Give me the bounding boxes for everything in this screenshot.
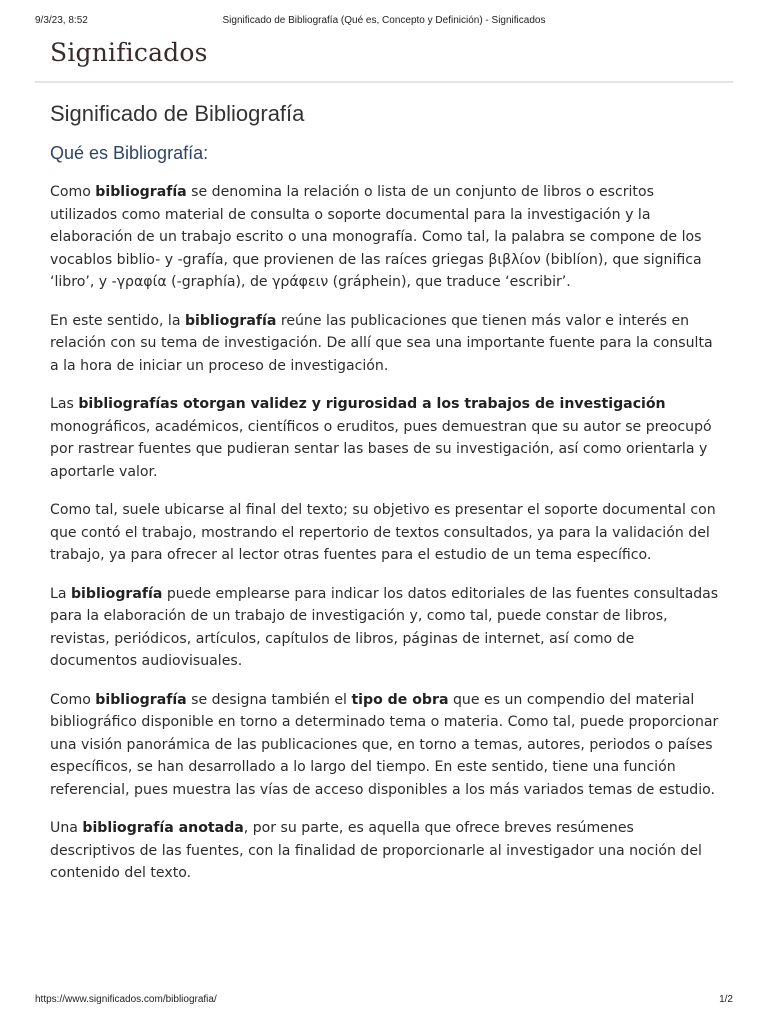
text-run: puede emplearse para indicar los datos editoriales de las fuentes consultadas para la elaboración de un trabajo de investigación y, como tal, puede constar de libros, revistas, periódicos, artículos, capítulos de libros, páginas de internet, así como de documentos audiovisuales. <box>50 585 719 669</box>
text-run: Una <box>50 820 83 836</box>
bold-term: bibliografías otorgan validez y rigurosidad a los trabajos de investigación <box>78 396 666 412</box>
body-paragraph <box>50 499 720 567</box>
text-run: , por su parte, es aquella que ofrece breves resúmenes descriptivos de las fuentes, con la finalidad de proporcionarle al investigador una noción del contenido del texto. <box>50 820 702 881</box>
body-paragraph <box>50 393 720 483</box>
print-header <box>35 15 733 29</box>
bold-term: bibliografía anotada <box>82 820 244 836</box>
page-number: 1/2 <box>719 994 733 1005</box>
text-run: se designa también el <box>186 691 352 708</box>
article <box>50 98 720 901</box>
page-title: Significado de Bibliografía <box>50 101 305 126</box>
text-run: monográficos, académicos, científicos o eruditos, pues demuestran que su autor se preocupó por rastrear fuentes que pudieran sentar las bases de su investigación, así como orientarla y aportarle valor. <box>50 418 712 480</box>
text-run: se denomina la relación o lista de un conjunto de libros o escritos utilizados como material de consulta o soporte documental para la investigación y la elaboración de un trabajo escrito o una monografía. Como tal, la palabra se compone de los vocablos biblio- y -grafía, que provienen de las raíces griegas βιβλίον (biblíon), que significa ‘libro’, y -γραφία (-graphía), de γράφειν (gráphein), que traduce ‘escribir’. <box>50 184 702 290</box>
article-body <box>50 181 720 885</box>
body-paragraph <box>50 817 720 885</box>
text-run: Como <box>50 184 96 200</box>
text-run: que es un compendio del material bibliográfico disponible en torno a determinado tema o materia. Como tal, puede proporcionar una visión panorámica de las publicaciones que, en torno a temas, autores, periodos o países específicos, se han desarrollado a lo largo del tiempo. En este sentido, tiene una función referencial, pues muestra las vías de acceso disponibles a los más variados temas de estudio. <box>50 691 719 798</box>
header-divider <box>35 81 733 83</box>
body-paragraph <box>50 583 720 673</box>
text-run: Como <box>50 691 96 708</box>
body-paragraph <box>50 181 720 294</box>
bold-term: tipo de obra <box>351 691 449 708</box>
text-run: La <box>50 585 71 602</box>
print-document-title: Significado de Bibliografía (Qué es, Concepto y Definición) - Significados <box>222 15 546 26</box>
bold-term: bibliografía <box>184 312 277 329</box>
print-footer <box>35 994 733 1008</box>
bold-term: bibliografía <box>70 585 163 602</box>
print-date: 9/3/23, 8:52 <box>35 15 88 26</box>
body-paragraph <box>50 310 720 378</box>
body-paragraph <box>50 689 720 802</box>
text-run: En este sentido, la <box>50 312 185 329</box>
site-logo[interactable]: Significados <box>50 38 208 67</box>
bold-term: bibliografía <box>95 184 187 200</box>
text-run: reúne las publicaciones que tienen más valor e interés en relación con su tema de investigación. De allí que sea una importante fuente para la consulta a la hora de iniciar un proceso de investigación. <box>50 312 713 374</box>
text-run: Como tal, suele ubicarse al final del texto; su objetivo es presentar el soporte documental con que contó el trabajo, mostrando el repertorio de textos consultados, ya para la validación del trabajo, ya para ofrecer al lector otras fuentes para el estudio de un tema específico. <box>50 502 716 563</box>
print-url: https://www.significados.com/bibliografia/ <box>35 994 217 1005</box>
bold-term: bibliografía <box>95 691 187 708</box>
text-run: Las <box>50 396 79 412</box>
section-heading: Qué es Bibliografía: <box>50 143 209 163</box>
